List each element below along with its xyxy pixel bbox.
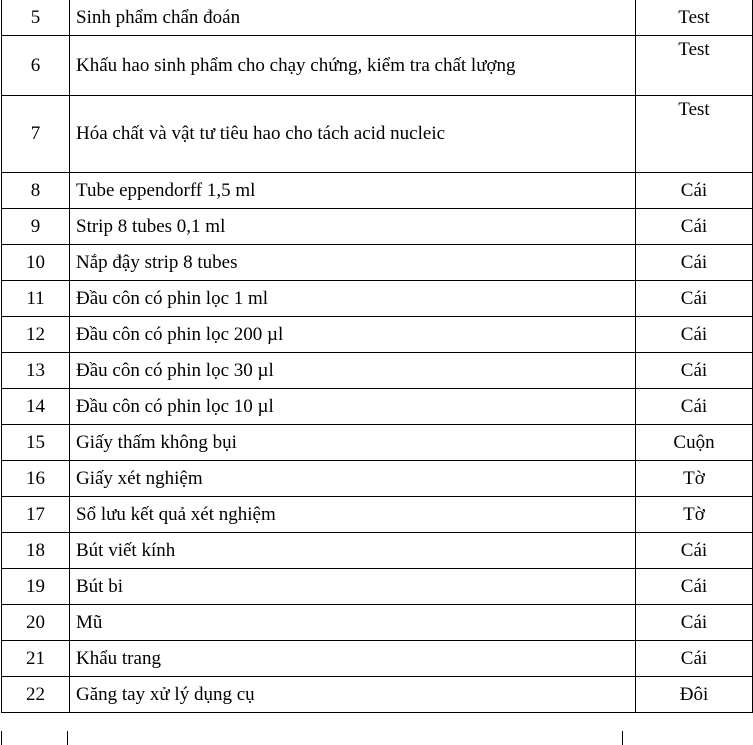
table-row <box>2 389 753 425</box>
row-number: 21 <box>2 641 70 677</box>
item-unit: Cái <box>636 173 753 209</box>
table-row <box>2 677 753 713</box>
row-number: 7 <box>2 96 70 173</box>
row-number: 6 <box>2 36 70 96</box>
item-name: Sinh phẩm chẩn đoán <box>70 0 636 36</box>
item-name: Strip 8 tubes 0,1 ml <box>70 209 636 245</box>
item-unit: Đôi <box>636 677 753 713</box>
item-name: Bút viết kính <box>70 533 636 569</box>
item-unit: Cái <box>636 209 753 245</box>
row-number: 10 <box>2 245 70 281</box>
item-unit: Cái <box>636 569 753 605</box>
row-number: 11 <box>2 281 70 317</box>
next-row-border <box>622 731 623 745</box>
item-name: Hóa chất và vật tư tiêu hao cho tách acid nucleic <box>70 96 636 173</box>
item-name: Bút bi <box>70 569 636 605</box>
item-name: Mũ <box>70 605 636 641</box>
table-row <box>2 425 753 461</box>
row-number: 16 <box>2 461 70 497</box>
table-row <box>2 317 753 353</box>
table-row <box>2 96 753 173</box>
item-name: Khấu hao sinh phẩm cho chạy chứng, kiểm tra chất lượng <box>70 36 636 96</box>
row-number: 20 <box>2 605 70 641</box>
table-row <box>2 281 753 317</box>
item-name: Tube eppendorff 1,5 ml <box>70 173 636 209</box>
item-name: Găng tay xử lý dụng cụ <box>70 677 636 713</box>
item-name: Giấy thấm không bụi <box>70 425 636 461</box>
item-name: Sổ lưu kết quả xét nghiệm <box>70 497 636 533</box>
item-unit: Tờ <box>636 497 753 533</box>
item-name: Đầu côn có phin lọc 200 µl <box>70 317 636 353</box>
table-row <box>2 36 753 96</box>
table-row <box>2 0 753 36</box>
supplies-table <box>1 0 753 713</box>
item-name: Khẩu trang <box>70 641 636 677</box>
table-row <box>2 245 753 281</box>
item-unit: Cái <box>636 281 753 317</box>
table-row <box>2 605 753 641</box>
row-number: 8 <box>2 173 70 209</box>
next-row-border <box>67 731 68 745</box>
item-unit: Cái <box>636 533 753 569</box>
table-row <box>2 353 753 389</box>
table-row <box>2 497 753 533</box>
item-unit: Cái <box>636 389 753 425</box>
next-row-border <box>1 731 2 745</box>
item-name: Giấy xét nghiệm <box>70 461 636 497</box>
row-number: 15 <box>2 425 70 461</box>
row-number: 5 <box>2 0 70 36</box>
item-unit: Test <box>636 0 753 36</box>
table-row <box>2 209 753 245</box>
table-row <box>2 641 753 677</box>
row-number: 22 <box>2 677 70 713</box>
item-name: Nắp đậy strip 8 tubes <box>70 245 636 281</box>
table-row <box>2 173 753 209</box>
row-number: 14 <box>2 389 70 425</box>
table-row <box>2 461 753 497</box>
table-row <box>2 533 753 569</box>
row-number: 18 <box>2 533 70 569</box>
item-unit: Test <box>636 96 753 173</box>
item-unit: Cuộn <box>636 425 753 461</box>
row-number: 19 <box>2 569 70 605</box>
row-number: 9 <box>2 209 70 245</box>
table-row <box>2 569 753 605</box>
item-unit: Tờ <box>636 461 753 497</box>
item-name: Đầu côn có phin lọc 10 µl <box>70 389 636 425</box>
item-unit: Cái <box>636 317 753 353</box>
item-name: Đầu côn có phin lọc 1 ml <box>70 281 636 317</box>
item-unit: Cái <box>636 245 753 281</box>
item-unit: Cái <box>636 353 753 389</box>
item-name: Đầu côn có phin lọc 30 µl <box>70 353 636 389</box>
row-number: 13 <box>2 353 70 389</box>
row-number: 17 <box>2 497 70 533</box>
row-number: 12 <box>2 317 70 353</box>
item-unit: Cái <box>636 641 753 677</box>
item-unit: Test <box>636 36 753 96</box>
item-unit: Cái <box>636 605 753 641</box>
